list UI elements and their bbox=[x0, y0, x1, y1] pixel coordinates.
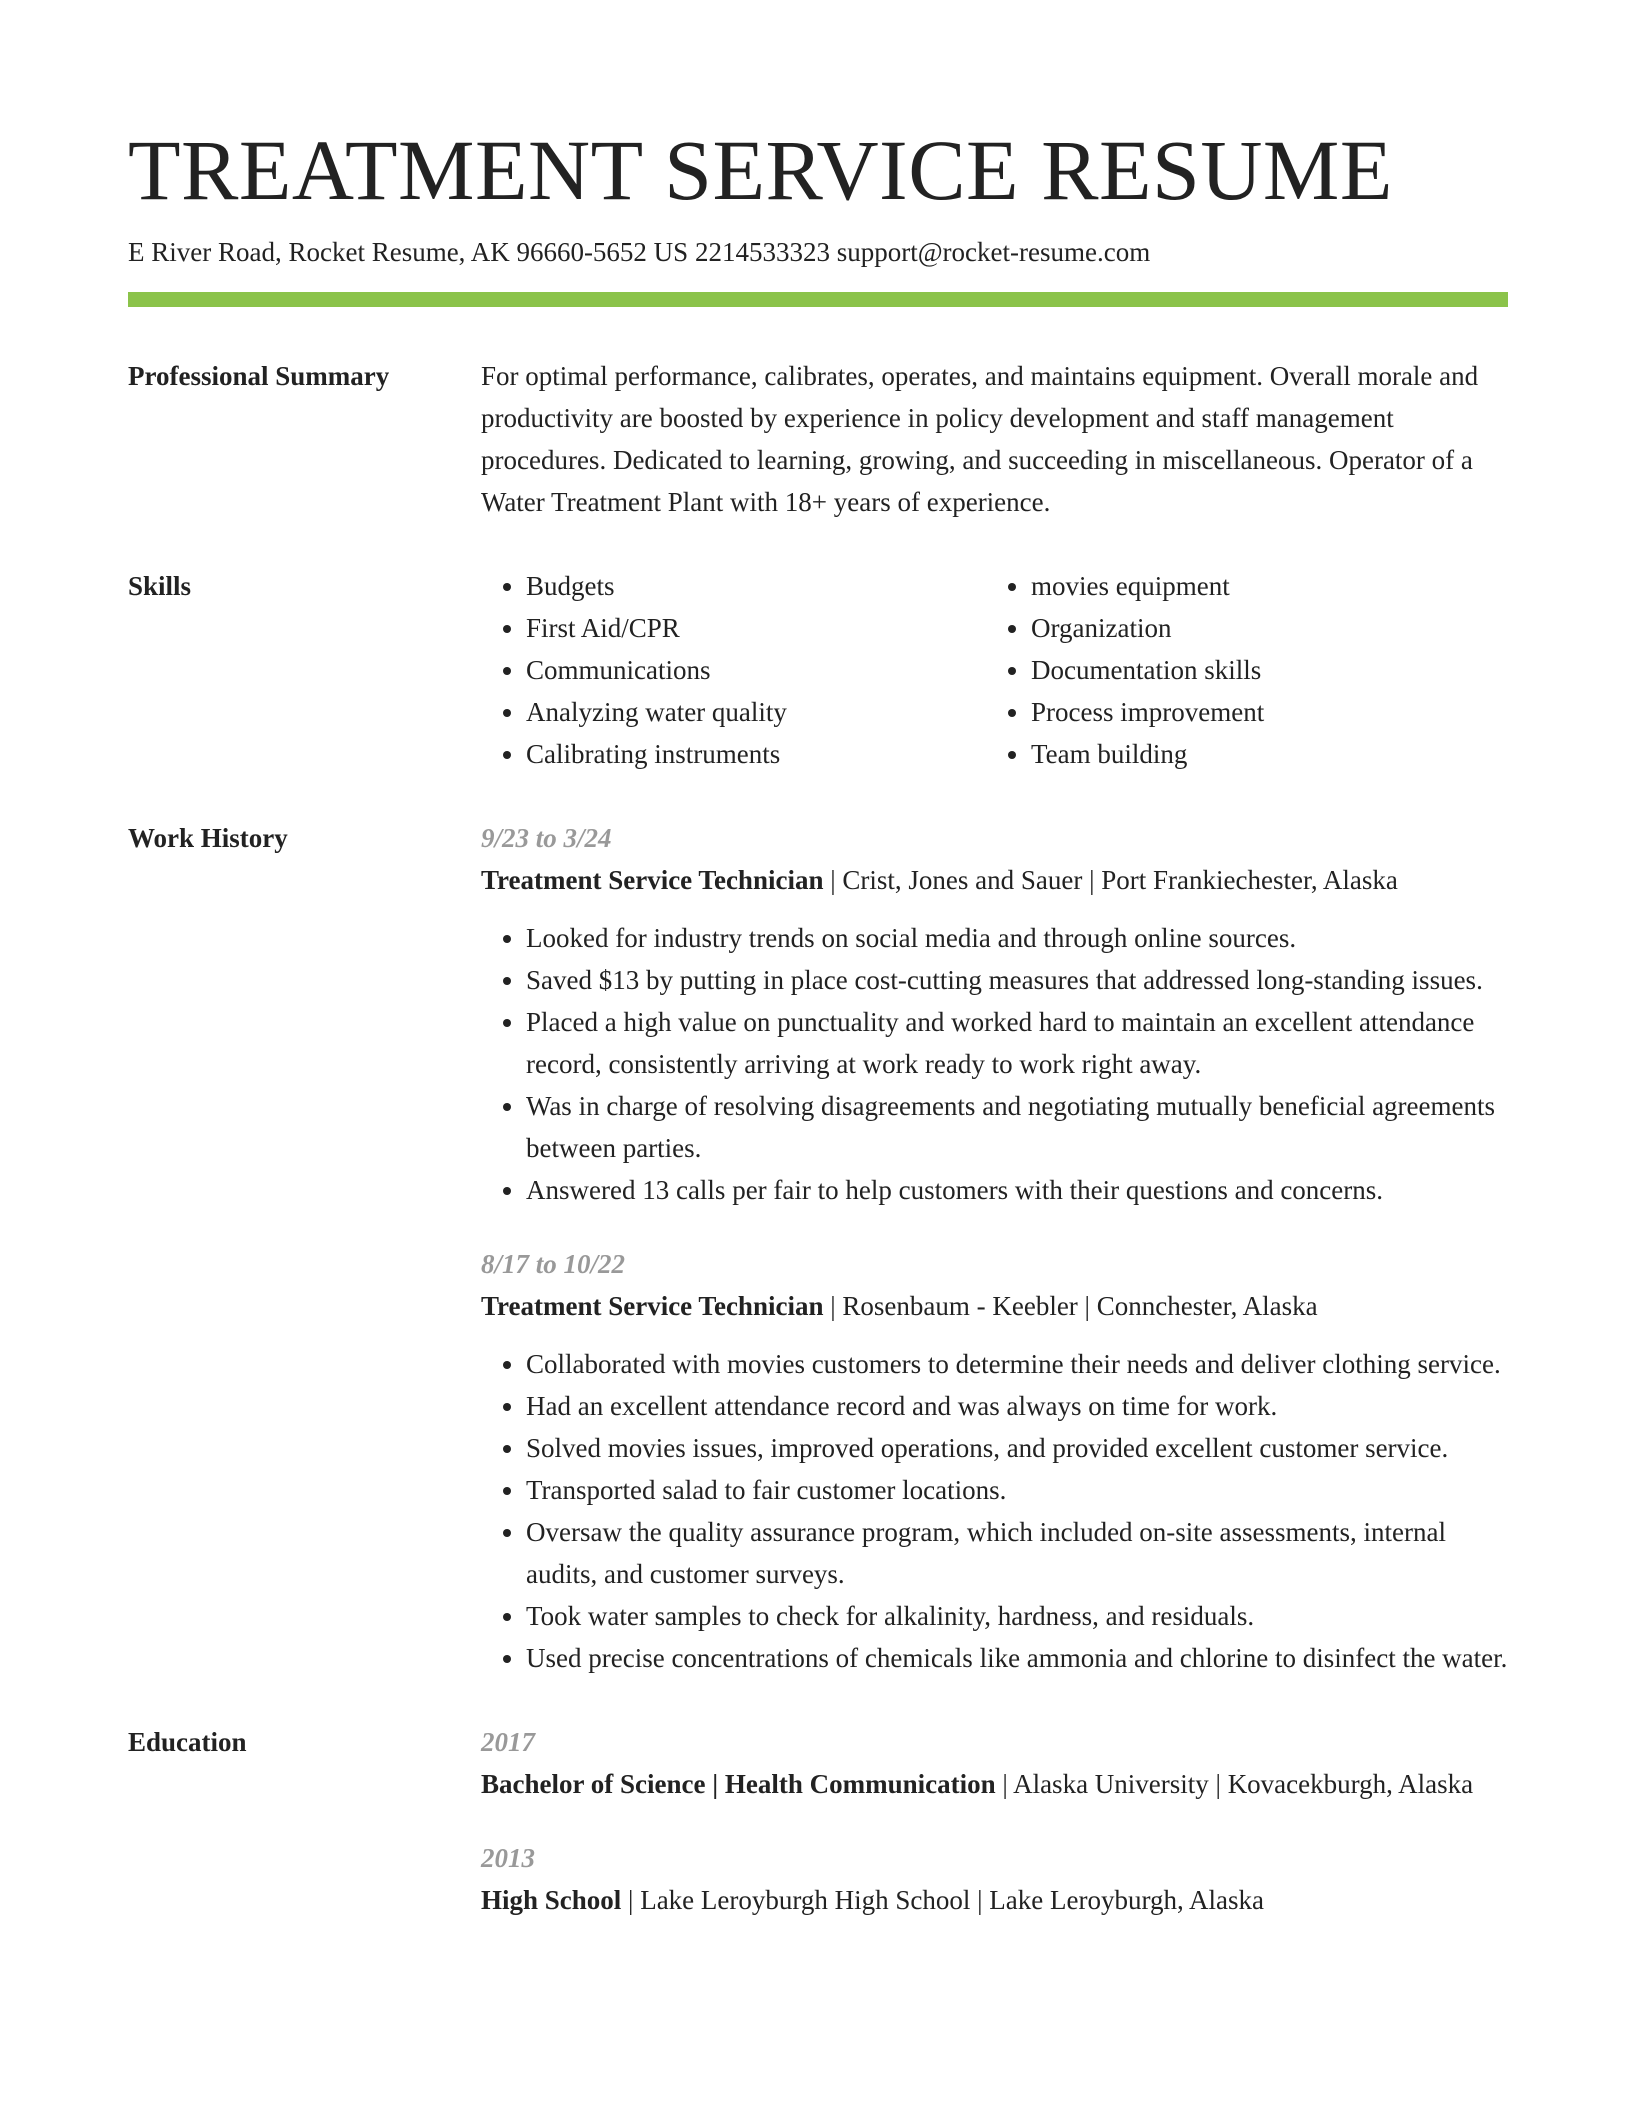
job-bullet: • Used precise concentrations of chemicals like ammonia and chlorine to disinfect the water. bbox=[526, 1637, 1508, 1679]
job-bullet: • Solved movies issues, improved operations, and provided excellent customer service. bbox=[526, 1427, 1508, 1469]
skill-item: • Documentation skills bbox=[1031, 649, 1508, 691]
section-label: Skills bbox=[128, 571, 192, 601]
education-details: | Lake Leroyburgh High School | Lake Leroyburgh, Alaska bbox=[621, 1885, 1264, 1915]
skill-item: • Calibrating instruments bbox=[526, 733, 986, 775]
job-bullet: • Took water samples to check for alkalinity, hardness, and residuals. bbox=[526, 1595, 1508, 1637]
skill-item: • Process improvement bbox=[1031, 691, 1508, 733]
section-label: Education bbox=[128, 1727, 247, 1757]
education-year: 2017 bbox=[481, 1727, 535, 1757]
section-label: Professional Summary bbox=[128, 361, 390, 391]
education-degree: High School bbox=[481, 1885, 622, 1915]
section-label: Work History bbox=[128, 823, 288, 853]
education-details: | Alaska University | Kovacekburgh, Alaska bbox=[995, 1769, 1474, 1799]
job-bullet: • Oversaw the quality assurance program, which included on-site assessments, internal audits, and customer surveys. bbox=[526, 1511, 1508, 1595]
skill-item: • Organization bbox=[1031, 607, 1508, 649]
work-history-section bbox=[128, 817, 1508, 1679]
summary-section bbox=[128, 355, 1508, 523]
resume-page bbox=[128, 118, 1508, 1921]
job-bullet: • Collaborated with movies customers to determine their needs and deliver clothing service. bbox=[526, 1343, 1508, 1385]
job-bullet: • Transported salad to fair customer locations. bbox=[526, 1469, 1508, 1511]
job-dates: 9/23 to 3/24 bbox=[481, 823, 612, 853]
education-degree: Bachelor of Science | Health Communication bbox=[481, 1769, 996, 1799]
resume-title: TREATMENT SERVICE RESUME bbox=[128, 122, 1393, 218]
job-bullet: • Was in charge of resolving disagreements and negotiating mutually beneficial agreements between parties. bbox=[526, 1085, 1508, 1169]
job-bullet: • Had an excellent attendance record and was always on time for work. bbox=[526, 1385, 1508, 1427]
skills-section bbox=[128, 565, 1508, 775]
job-title: Treatment Service Technician bbox=[481, 1291, 824, 1321]
summary-text: For optimal performance, calibrates, operates, and maintains equipment. Overall morale and productivity are boosted by experience in policy development and staff management procedures. Dedicated to learning, growing, and succeeding in miscellaneous. Operator of a Water Treatment Plant with 18+ years of experience. bbox=[481, 361, 1479, 517]
job-heading bbox=[481, 1285, 1508, 1327]
section-body bbox=[481, 355, 1508, 523]
accent-divider bbox=[128, 292, 1508, 307]
skill-item: • Team building bbox=[1031, 733, 1508, 775]
skills-grid bbox=[481, 565, 1508, 775]
job-bullets bbox=[481, 1343, 1508, 1679]
section-body bbox=[481, 1721, 1508, 1921]
skill-item: • Budgets bbox=[526, 565, 986, 607]
job-details: | Crist, Jones and Sauer | Port Frankiechester, Alaska bbox=[823, 865, 1398, 895]
skill-item: • Analyzing water quality bbox=[526, 691, 986, 733]
contact-line: E River Road, Rocket Resume, AK 96660-5652 US 2214533323 support@rocket-resume.com bbox=[128, 237, 1151, 267]
job-entry bbox=[481, 1243, 1508, 1679]
section-body bbox=[481, 817, 1508, 1679]
skill-item: • movies equipment bbox=[1031, 565, 1508, 607]
education-section bbox=[128, 1721, 1508, 1921]
skills-list-right bbox=[986, 565, 1508, 775]
job-heading bbox=[481, 859, 1508, 901]
job-dates: 8/17 to 10/22 bbox=[481, 1249, 626, 1279]
job-details: | Rosenbaum - Keebler | Connchester, Alaska bbox=[823, 1291, 1318, 1321]
education-entry bbox=[481, 1721, 1508, 1805]
skill-item: • First Aid/CPR bbox=[526, 607, 986, 649]
job-bullets bbox=[481, 917, 1508, 1211]
education-entry bbox=[481, 1837, 1508, 1921]
job-bullet: • Saved $13 by putting in place cost-cutting measures that addressed long-standing issues. bbox=[526, 959, 1508, 1001]
job-bullet: • Looked for industry trends on social media and through online sources. bbox=[526, 917, 1508, 959]
education-year: 2013 bbox=[481, 1843, 535, 1873]
skill-item: • Communications bbox=[526, 649, 986, 691]
skills-list-left bbox=[481, 565, 986, 775]
job-title: Treatment Service Technician bbox=[481, 865, 824, 895]
job-bullet: • Placed a high value on punctuality and worked hard to maintain an excellent attendance record, consistently arriving at work ready to work right away. bbox=[526, 1001, 1508, 1085]
job-entry bbox=[481, 817, 1508, 1211]
education-heading bbox=[481, 1879, 1508, 1921]
education-heading bbox=[481, 1763, 1508, 1805]
job-bullet: • Answered 13 calls per fair to help customers with their questions and concerns. bbox=[526, 1169, 1508, 1211]
